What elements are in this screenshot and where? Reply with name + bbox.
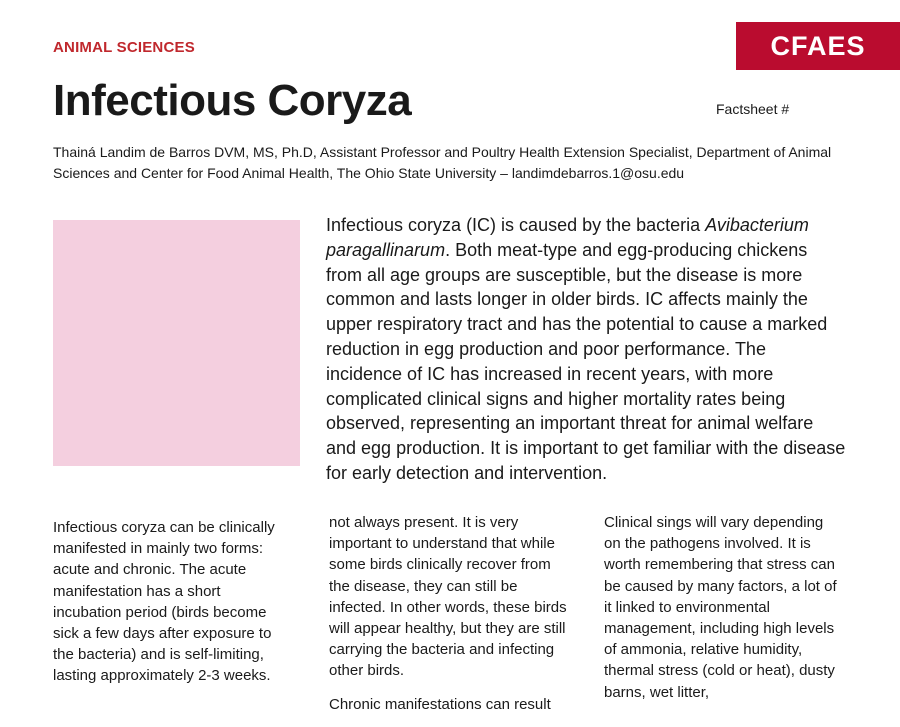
intro-paragraph xyxy=(326,213,846,486)
body-paragraph: Chronic manifestations can result xyxy=(329,695,551,713)
body-paragraph: not always present. It is very important to understand that while some birds clinically recover from the disease, they can still be infected. In other words, these birds will appear healthy, but they are still carrying the bacteria and infecting other birds. xyxy=(329,514,567,680)
intro-text-end: . Both meat-type and egg-producing chickens from all age groups are susceptible, but the disease is more common and lasts longer in older birds. IC affects mainly the upper respiratory tract and has the potential to cause a marked reduction in egg production and poor performance. The incidence of IC has increased in recent years, with more complicated clinical signs and higher mortality rates being observed, representing an important threat for animal welfare and egg production. It is important to get familiar with the disease for early detection and intervention. xyxy=(326,239,846,483)
body-paragraph: Clinical sings will vary depending on the pathogens involved. It is worth remembering that stress can be caused by many factors, a lot of it linked to environmental management, including high levels of ammonia, relative humidity, thermal stress (cold or heat), dusty barns, wet litter, xyxy=(604,514,837,701)
intro-text-start: Infectious coryza (IC) is caused by the bacteria xyxy=(326,215,706,235)
cfaes-logo: CFAES xyxy=(736,22,900,70)
body-column-1 xyxy=(53,517,285,699)
body-column-3 xyxy=(604,512,844,715)
section-label: ANIMAL SCIENCES xyxy=(53,39,195,56)
factsheet-number: Factsheet # xyxy=(716,101,790,117)
body-paragraph: Infectious coryza can be clinically manifested in mainly two forms: acute and chronic. The acute manifestation has a short incubation period (birds become sick a few days after exposure to the bacteria) and is self-limiting, lasting approximately 2-3 weeks. xyxy=(53,519,275,685)
pathogen-name: Avibacterium paragallinarum xyxy=(326,215,809,260)
page-title: Infectious Coryza xyxy=(53,76,412,125)
body-column-2 xyxy=(329,512,569,727)
image-placeholder xyxy=(53,220,300,466)
author-byline: Thainá Landim de Barros DVM, MS, Ph.D, Assistant Professor and Poultry Health Extension Specialist, Department of Animal Sciences and Center for Food Animal Health, The Ohio State University – landimdebarros.1@osu.edu xyxy=(53,144,832,181)
